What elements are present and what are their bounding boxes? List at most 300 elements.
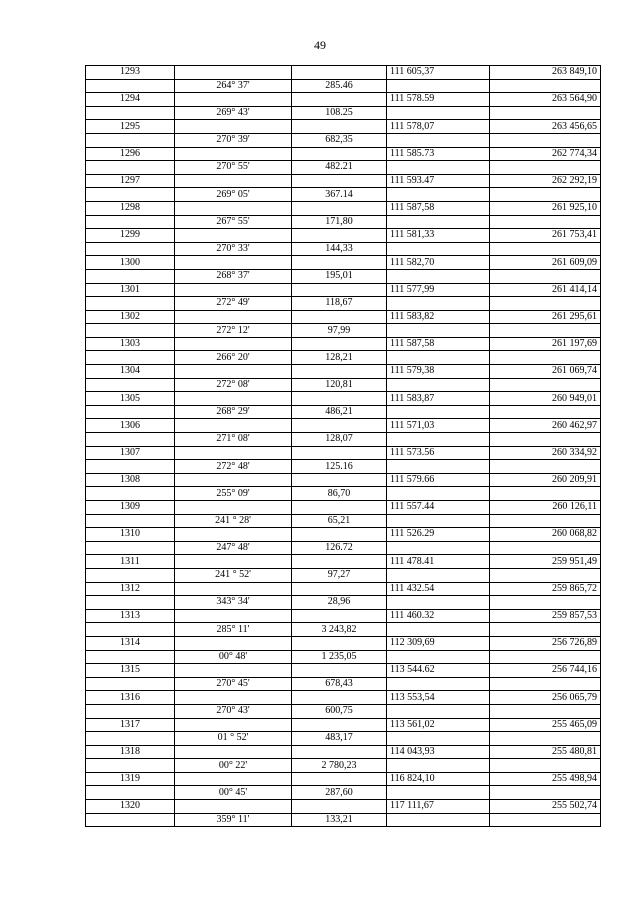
empty-cell xyxy=(490,297,601,311)
empty-cell xyxy=(387,133,490,147)
empty-cell xyxy=(175,310,292,324)
empty-cell xyxy=(387,297,490,311)
direction-angle: 01 ° 52' xyxy=(175,732,292,746)
point-id: 1315 xyxy=(86,664,175,678)
empty-cell xyxy=(387,568,490,582)
empty-cell xyxy=(490,324,601,338)
empty-cell xyxy=(292,201,387,215)
page-number: 49 xyxy=(314,38,326,52)
distance: 86,70 xyxy=(292,487,387,501)
y-coordinate: 262 774,34 xyxy=(490,147,601,161)
distance: 1 235,05 xyxy=(292,650,387,664)
empty-cell xyxy=(292,337,387,351)
empty-cell xyxy=(175,718,292,732)
x-coordinate: 111 460.32 xyxy=(387,609,490,623)
empty-cell xyxy=(175,772,292,786)
point-row xyxy=(86,120,601,134)
empty-cell xyxy=(86,79,175,93)
empty-cell xyxy=(86,215,175,229)
distance: 133,21 xyxy=(292,813,387,827)
empty-cell xyxy=(175,229,292,243)
point-id: 1311 xyxy=(86,555,175,569)
empty-cell xyxy=(175,800,292,814)
empty-cell xyxy=(292,718,387,732)
empty-cell xyxy=(490,677,601,691)
empty-cell xyxy=(86,351,175,365)
empty-cell xyxy=(86,759,175,773)
empty-cell xyxy=(175,528,292,542)
point-row xyxy=(86,718,601,732)
point-row xyxy=(86,691,601,705)
empty-cell xyxy=(86,541,175,555)
empty-cell xyxy=(292,772,387,786)
segment-row xyxy=(86,623,601,637)
empty-cell xyxy=(175,745,292,759)
x-coordinate: 111 571,03 xyxy=(387,419,490,433)
y-coordinate: 255 498,94 xyxy=(490,772,601,786)
empty-cell xyxy=(490,351,601,365)
empty-cell xyxy=(292,283,387,297)
empty-cell xyxy=(292,229,387,243)
empty-cell xyxy=(490,433,601,447)
point-row xyxy=(86,365,601,379)
point-row xyxy=(86,256,601,270)
distance: 3 243,82 xyxy=(292,623,387,637)
point-row xyxy=(86,473,601,487)
empty-cell xyxy=(292,609,387,623)
empty-cell xyxy=(387,786,490,800)
distance: 482.21 xyxy=(292,161,387,175)
empty-cell xyxy=(387,514,490,528)
empty-cell xyxy=(86,460,175,474)
distance: 125.16 xyxy=(292,460,387,474)
empty-cell xyxy=(490,813,601,827)
direction-angle: 285° 11' xyxy=(175,623,292,637)
y-coordinate: 263 564,90 xyxy=(490,93,601,107)
empty-cell xyxy=(292,745,387,759)
empty-cell xyxy=(175,174,292,188)
empty-cell xyxy=(490,188,601,202)
point-id: 1320 xyxy=(86,800,175,814)
empty-cell xyxy=(86,133,175,147)
distance: 118,67 xyxy=(292,297,387,311)
empty-cell xyxy=(175,636,292,650)
empty-cell xyxy=(490,650,601,664)
distance: 486,21 xyxy=(292,405,387,419)
y-coordinate: 260 949,01 xyxy=(490,392,601,406)
segment-row xyxy=(86,133,601,147)
x-coordinate: 111 579,38 xyxy=(387,365,490,379)
point-row xyxy=(86,636,601,650)
point-row xyxy=(86,446,601,460)
empty-cell xyxy=(86,568,175,582)
empty-cell xyxy=(387,541,490,555)
x-coordinate: 111 579.66 xyxy=(387,473,490,487)
segment-row xyxy=(86,106,601,120)
distance: 97,27 xyxy=(292,568,387,582)
direction-angle: 241 ° 52' xyxy=(175,568,292,582)
x-coordinate: 111 587,58 xyxy=(387,337,490,351)
point-row xyxy=(86,609,601,623)
x-coordinate: 111 582,70 xyxy=(387,256,490,270)
direction-angle: 268° 37' xyxy=(175,269,292,283)
x-coordinate: 111 583,82 xyxy=(387,310,490,324)
y-coordinate: 261 925,10 xyxy=(490,201,601,215)
empty-cell xyxy=(175,66,292,80)
y-coordinate: 260 068,82 xyxy=(490,528,601,542)
x-coordinate: 113 553,54 xyxy=(387,691,490,705)
empty-cell xyxy=(86,487,175,501)
empty-cell xyxy=(175,473,292,487)
empty-cell xyxy=(292,256,387,270)
segment-row xyxy=(86,813,601,827)
distance: 2 780,23 xyxy=(292,759,387,773)
y-coordinate: 262 292,19 xyxy=(490,174,601,188)
distance: 483,17 xyxy=(292,732,387,746)
empty-cell xyxy=(86,623,175,637)
coordinate-table xyxy=(85,65,601,827)
empty-cell xyxy=(387,813,490,827)
x-coordinate: 111 593.47 xyxy=(387,174,490,188)
empty-cell xyxy=(490,732,601,746)
y-coordinate: 261 069,74 xyxy=(490,365,601,379)
empty-cell xyxy=(86,188,175,202)
y-coordinate: 260 334,92 xyxy=(490,446,601,460)
direction-angle: 272° 49' xyxy=(175,297,292,311)
x-coordinate: 112 309,69 xyxy=(387,636,490,650)
empty-cell xyxy=(175,609,292,623)
point-id: 1297 xyxy=(86,174,175,188)
empty-cell xyxy=(490,704,601,718)
segment-row xyxy=(86,378,601,392)
empty-cell xyxy=(387,677,490,691)
y-coordinate: 259 857,53 xyxy=(490,609,601,623)
point-id: 1304 xyxy=(86,365,175,379)
empty-cell xyxy=(490,215,601,229)
empty-cell xyxy=(86,433,175,447)
empty-cell xyxy=(86,106,175,120)
direction-angle: 270° 39' xyxy=(175,133,292,147)
point-row xyxy=(86,147,601,161)
segment-row xyxy=(86,487,601,501)
empty-cell xyxy=(490,541,601,555)
empty-cell xyxy=(175,582,292,596)
point-row xyxy=(86,392,601,406)
point-row xyxy=(86,555,601,569)
direction-angle: 270° 43' xyxy=(175,704,292,718)
empty-cell xyxy=(387,433,490,447)
distance: 171,80 xyxy=(292,215,387,229)
point-id: 1317 xyxy=(86,718,175,732)
empty-cell xyxy=(86,677,175,691)
empty-cell xyxy=(292,528,387,542)
x-coordinate: 111 581,33 xyxy=(387,229,490,243)
point-id: 1302 xyxy=(86,310,175,324)
distance: 285.46 xyxy=(292,79,387,93)
empty-cell xyxy=(387,269,490,283)
y-coordinate: 259 951,49 xyxy=(490,555,601,569)
point-id: 1305 xyxy=(86,392,175,406)
empty-cell xyxy=(292,664,387,678)
empty-cell xyxy=(175,283,292,297)
empty-cell xyxy=(175,664,292,678)
empty-cell xyxy=(86,161,175,175)
x-coordinate: 111 478.41 xyxy=(387,555,490,569)
point-row xyxy=(86,528,601,542)
empty-cell xyxy=(86,704,175,718)
point-id: 1303 xyxy=(86,337,175,351)
y-coordinate: 261 197,69 xyxy=(490,337,601,351)
empty-cell xyxy=(175,201,292,215)
empty-cell xyxy=(175,337,292,351)
empty-cell xyxy=(490,786,601,800)
point-id: 1319 xyxy=(86,772,175,786)
direction-angle: 00° 22' xyxy=(175,759,292,773)
segment-row xyxy=(86,79,601,93)
empty-cell xyxy=(175,365,292,379)
segment-row xyxy=(86,677,601,691)
direction-angle: 00° 45' xyxy=(175,786,292,800)
point-row xyxy=(86,800,601,814)
empty-cell xyxy=(86,514,175,528)
point-row xyxy=(86,745,601,759)
x-coordinate: 111 573.56 xyxy=(387,446,490,460)
direction-angle: 272° 08' xyxy=(175,378,292,392)
direction-angle: 270° 45' xyxy=(175,677,292,691)
y-coordinate: 260 209,91 xyxy=(490,473,601,487)
x-coordinate: 116 824,10 xyxy=(387,772,490,786)
empty-cell xyxy=(490,242,601,256)
empty-cell xyxy=(387,188,490,202)
x-coordinate: 111 585.73 xyxy=(387,147,490,161)
point-id: 1306 xyxy=(86,419,175,433)
point-row xyxy=(86,310,601,324)
distance: 120,81 xyxy=(292,378,387,392)
x-coordinate: 111 557.44 xyxy=(387,501,490,515)
empty-cell xyxy=(387,759,490,773)
point-id: 1298 xyxy=(86,201,175,215)
point-row xyxy=(86,93,601,107)
point-id: 1309 xyxy=(86,501,175,515)
y-coordinate: 255 502,74 xyxy=(490,800,601,814)
x-coordinate: 111 578,07 xyxy=(387,120,490,134)
x-coordinate: 111 526.29 xyxy=(387,528,490,542)
distance: 128,07 xyxy=(292,433,387,447)
segment-row xyxy=(86,704,601,718)
point-row xyxy=(86,229,601,243)
empty-cell xyxy=(292,147,387,161)
point-id: 1294 xyxy=(86,93,175,107)
distance: 195,01 xyxy=(292,269,387,283)
segment-row xyxy=(86,514,601,528)
empty-cell xyxy=(175,691,292,705)
point-id: 1314 xyxy=(86,636,175,650)
y-coordinate: 260 126,11 xyxy=(490,501,601,515)
y-coordinate: 261 753,41 xyxy=(490,229,601,243)
empty-cell xyxy=(387,460,490,474)
empty-cell xyxy=(175,501,292,515)
x-coordinate: 114 043,93 xyxy=(387,745,490,759)
empty-cell xyxy=(292,582,387,596)
empty-cell xyxy=(86,269,175,283)
y-coordinate: 260 462,97 xyxy=(490,419,601,433)
point-id: 1301 xyxy=(86,283,175,297)
empty-cell xyxy=(175,419,292,433)
direction-angle: 264° 37' xyxy=(175,79,292,93)
empty-cell xyxy=(387,650,490,664)
direction-angle: 270° 55' xyxy=(175,161,292,175)
segment-row xyxy=(86,188,601,202)
empty-cell xyxy=(292,473,387,487)
empty-cell xyxy=(292,174,387,188)
segment-row xyxy=(86,732,601,746)
point-id: 1295 xyxy=(86,120,175,134)
distance: 600,75 xyxy=(292,704,387,718)
empty-cell xyxy=(490,514,601,528)
distance: 108.25 xyxy=(292,106,387,120)
segment-row xyxy=(86,324,601,338)
distance: 367.14 xyxy=(292,188,387,202)
empty-cell xyxy=(292,636,387,650)
point-row xyxy=(86,337,601,351)
empty-cell xyxy=(175,147,292,161)
point-id: 1318 xyxy=(86,745,175,759)
empty-cell xyxy=(387,405,490,419)
segment-row xyxy=(86,541,601,555)
segment-row xyxy=(86,786,601,800)
direction-angle: 270° 33' xyxy=(175,242,292,256)
empty-cell xyxy=(387,242,490,256)
empty-cell xyxy=(292,93,387,107)
point-id: 1299 xyxy=(86,229,175,243)
direction-angle: 268° 29' xyxy=(175,405,292,419)
empty-cell xyxy=(387,378,490,392)
empty-cell xyxy=(490,269,601,283)
empty-cell xyxy=(86,324,175,338)
x-coordinate: 113 544.62 xyxy=(387,664,490,678)
direction-angle: 266° 20' xyxy=(175,351,292,365)
empty-cell xyxy=(292,120,387,134)
empty-cell xyxy=(490,460,601,474)
distance: 678,43 xyxy=(292,677,387,691)
distance: 287,60 xyxy=(292,786,387,800)
empty-cell xyxy=(387,79,490,93)
empty-cell xyxy=(86,650,175,664)
direction-angle: 271° 08' xyxy=(175,433,292,447)
empty-cell xyxy=(490,596,601,610)
y-coordinate: 261 295,61 xyxy=(490,310,601,324)
empty-cell xyxy=(175,120,292,134)
point-row xyxy=(86,501,601,515)
segment-row xyxy=(86,650,601,664)
empty-cell xyxy=(292,446,387,460)
empty-cell xyxy=(490,378,601,392)
empty-cell xyxy=(292,419,387,433)
empty-cell xyxy=(86,242,175,256)
point-row xyxy=(86,174,601,188)
x-coordinate: 111 587,58 xyxy=(387,201,490,215)
y-coordinate: 261 414,14 xyxy=(490,283,601,297)
empty-cell xyxy=(387,324,490,338)
point-row xyxy=(86,582,601,596)
point-id: 1313 xyxy=(86,609,175,623)
distance: 144,33 xyxy=(292,242,387,256)
direction-angle: 272° 12' xyxy=(175,324,292,338)
empty-cell xyxy=(490,568,601,582)
point-id: 1293 xyxy=(86,66,175,80)
empty-cell xyxy=(86,732,175,746)
direction-angle: 255° 09' xyxy=(175,487,292,501)
empty-cell xyxy=(387,596,490,610)
point-row xyxy=(86,772,601,786)
point-row xyxy=(86,283,601,297)
distance: 682,35 xyxy=(292,133,387,147)
empty-cell xyxy=(175,93,292,107)
direction-angle: 247° 48' xyxy=(175,541,292,555)
empty-cell xyxy=(387,487,490,501)
empty-cell xyxy=(292,365,387,379)
segment-row xyxy=(86,759,601,773)
distance: 128,21 xyxy=(292,351,387,365)
x-coordinate: 117 111,67 xyxy=(387,800,490,814)
segment-row xyxy=(86,351,601,365)
point-id: 1312 xyxy=(86,582,175,596)
direction-angle: 269° 05' xyxy=(175,188,292,202)
direction-angle: 267° 55' xyxy=(175,215,292,229)
empty-cell xyxy=(490,133,601,147)
point-id: 1308 xyxy=(86,473,175,487)
direction-angle: 272° 48' xyxy=(175,460,292,474)
empty-cell xyxy=(175,256,292,270)
x-coordinate: 113 561,02 xyxy=(387,718,490,732)
point-row xyxy=(86,664,601,678)
empty-cell xyxy=(292,501,387,515)
segment-row xyxy=(86,433,601,447)
empty-cell xyxy=(387,704,490,718)
segment-row xyxy=(86,269,601,283)
empty-cell xyxy=(292,691,387,705)
x-coordinate: 111 577,99 xyxy=(387,283,490,297)
empty-cell xyxy=(387,351,490,365)
y-coordinate: 256 065,79 xyxy=(490,691,601,705)
segment-row xyxy=(86,242,601,256)
empty-cell xyxy=(387,106,490,120)
empty-cell xyxy=(86,596,175,610)
y-coordinate: 256 726,89 xyxy=(490,636,601,650)
empty-cell xyxy=(387,732,490,746)
empty-cell xyxy=(175,446,292,460)
empty-cell xyxy=(490,106,601,120)
empty-cell xyxy=(490,487,601,501)
empty-cell xyxy=(490,759,601,773)
direction-angle: 241 ° 28' xyxy=(175,514,292,528)
segment-row xyxy=(86,568,601,582)
empty-cell xyxy=(292,66,387,80)
segment-row xyxy=(86,460,601,474)
empty-cell xyxy=(86,297,175,311)
x-coordinate: 111 583,87 xyxy=(387,392,490,406)
x-coordinate: 111 578.59 xyxy=(387,93,490,107)
empty-cell xyxy=(86,813,175,827)
y-coordinate: 259 865,72 xyxy=(490,582,601,596)
point-row xyxy=(86,66,601,80)
empty-cell xyxy=(175,555,292,569)
coordinate-table-body xyxy=(86,66,601,827)
point-id: 1300 xyxy=(86,256,175,270)
distance: 28,96 xyxy=(292,596,387,610)
empty-cell xyxy=(490,623,601,637)
empty-cell xyxy=(490,405,601,419)
